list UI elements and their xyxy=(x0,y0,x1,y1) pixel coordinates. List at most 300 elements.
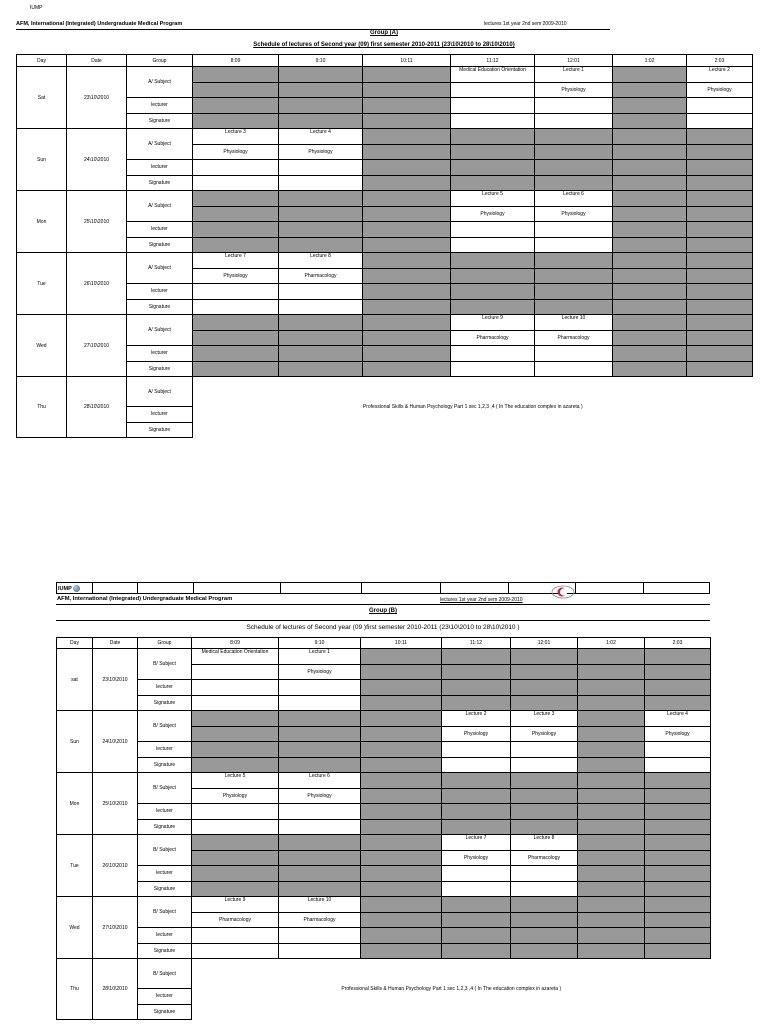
slot-cell: Physiology xyxy=(193,268,279,284)
lectures-note-b: lectures 1st year 2nd sem 2009-2010 xyxy=(440,597,523,603)
column-header: 1:02 xyxy=(613,55,687,67)
row-label: lecturer xyxy=(127,160,193,176)
slot-cell xyxy=(451,253,535,269)
slot-cell xyxy=(193,67,279,83)
schedule-title-b: Schedule of lectures of Second year (09 )first semester 2010-2011 (23\10\2010 to 28\10\2010 ) xyxy=(246,624,520,631)
row-label: Signature xyxy=(138,757,192,773)
slot-cell xyxy=(363,330,451,346)
row-label-subject: A/ Subject xyxy=(127,253,193,284)
table-row xyxy=(57,835,711,851)
empty-cell xyxy=(192,866,279,882)
column-header: 9:10 xyxy=(279,55,363,67)
empty-cell xyxy=(535,299,613,315)
empty-cell xyxy=(613,175,687,191)
empty-cell xyxy=(613,113,687,129)
slot-cell: Physiology xyxy=(442,850,511,866)
slot-cell xyxy=(361,835,442,851)
slot-cell xyxy=(613,67,687,83)
slot-cell: Medical Education Orientation xyxy=(451,67,535,83)
table-row xyxy=(17,129,753,145)
empty-cell xyxy=(192,943,279,959)
schedule-table-a xyxy=(16,54,753,438)
row-label-subject: B/ Subject xyxy=(138,711,192,742)
slot-cell xyxy=(687,191,753,207)
schedule-title-a: Schedule of lectures of Second year (09) first semester 2010-2011 (23\10\2010 to 28\10\2010) xyxy=(253,42,515,48)
slot-cell xyxy=(613,191,687,207)
slot-cell xyxy=(279,67,363,83)
empty-cell xyxy=(511,928,578,944)
empty-cell xyxy=(645,742,711,758)
table-row xyxy=(17,237,753,253)
empty-cell xyxy=(361,757,442,773)
date-cell: 24\10\2010 xyxy=(67,129,127,191)
slot-cell: Physiology xyxy=(451,206,535,222)
empty-cell xyxy=(511,695,578,711)
table-row xyxy=(17,191,753,207)
slot-cell: Physiology xyxy=(442,726,511,742)
slot-cell xyxy=(578,788,645,804)
empty-cell xyxy=(361,804,442,820)
slot-cell xyxy=(192,726,279,742)
column-header: 10:11 xyxy=(361,638,442,649)
table-row xyxy=(17,160,753,176)
slot-cell xyxy=(578,835,645,851)
empty-cell xyxy=(193,175,279,191)
row-label: lecturer xyxy=(127,222,193,238)
empty-cell xyxy=(535,222,613,238)
table-row xyxy=(57,943,711,959)
table-row xyxy=(17,222,753,238)
slot-cell xyxy=(442,788,511,804)
slot-cell xyxy=(645,912,711,928)
empty-cell xyxy=(363,113,451,129)
empty-cell xyxy=(279,160,363,176)
empty-cell xyxy=(363,98,451,114)
row-label: lecturer xyxy=(138,866,192,882)
slot-cell: Lecture 1 xyxy=(535,67,613,83)
empty-cell xyxy=(279,284,363,300)
slot-cell xyxy=(361,788,442,804)
empty-cell xyxy=(578,680,645,696)
slot-cell xyxy=(535,268,613,284)
empty-cell xyxy=(451,98,535,114)
date-cell: 27\10\2010 xyxy=(67,315,127,377)
empty-cell xyxy=(442,881,511,897)
row-label: lecturer xyxy=(127,98,193,114)
slot-cell xyxy=(361,711,442,727)
slot-cell xyxy=(511,897,578,913)
lectures-note-a: lectures 1st year 2nd sem 2009-2010 xyxy=(484,21,567,27)
empty-cell xyxy=(578,742,645,758)
empty-cell xyxy=(687,175,753,191)
table-row xyxy=(57,819,711,835)
date-cell: 26\10\2010 xyxy=(67,253,127,315)
slot-cell xyxy=(613,253,687,269)
empty-cell xyxy=(687,98,753,114)
empty-cell xyxy=(535,98,613,114)
slot-cell: Pharmacology xyxy=(279,268,363,284)
row-label: Signature xyxy=(138,881,192,897)
table-row xyxy=(17,299,753,315)
slot-cell xyxy=(192,664,279,680)
slot-cell: Lecture 6 xyxy=(279,773,361,789)
slot-cell: Lecture 10 xyxy=(279,897,361,913)
empty-cell xyxy=(511,757,578,773)
empty-cell xyxy=(535,284,613,300)
empty-cell xyxy=(279,742,361,758)
slot-cell xyxy=(687,129,753,145)
empty-cell xyxy=(451,284,535,300)
slot-cell xyxy=(535,253,613,269)
slot-cell xyxy=(613,129,687,145)
empty-cell xyxy=(361,866,442,882)
empty-cell xyxy=(511,804,578,820)
day-cell: Wed xyxy=(17,315,67,377)
table-row xyxy=(57,680,711,696)
empty-cell xyxy=(451,175,535,191)
row-label: Signature xyxy=(138,943,192,959)
empty-cell xyxy=(192,819,279,835)
empty-cell xyxy=(578,819,645,835)
crescent-logo-icon xyxy=(550,585,576,599)
row-label: lecturer xyxy=(127,407,193,423)
date-cell: 23\10\2010 xyxy=(93,649,138,711)
empty-cell xyxy=(442,757,511,773)
slot-cell: Lecture 7 xyxy=(193,253,279,269)
day-cell: Tue xyxy=(17,253,67,315)
slot-cell xyxy=(578,773,645,789)
slot-cell: Lecture 7 xyxy=(442,835,511,851)
date-cell: 26\10\2010 xyxy=(93,835,138,897)
slot-cell xyxy=(279,82,363,98)
empty-cell xyxy=(451,113,535,129)
slot-cell xyxy=(363,268,451,284)
empty-cell xyxy=(363,361,451,377)
empty-cell xyxy=(192,881,279,897)
slot-cell xyxy=(279,711,361,727)
slot-cell: Physiology xyxy=(193,144,279,160)
day-cell: Wed xyxy=(57,897,93,959)
slot-cell: Lecture 5 xyxy=(451,191,535,207)
empty-cell xyxy=(363,346,451,362)
slot-cell xyxy=(361,649,442,665)
slot-cell: Pharmacology xyxy=(535,330,613,346)
empty-cell xyxy=(279,222,363,238)
table-row xyxy=(17,346,753,362)
empty-cell xyxy=(361,881,442,897)
empty-cell xyxy=(578,881,645,897)
empty-cell xyxy=(361,680,442,696)
row-label: lecturer xyxy=(138,989,192,1005)
empty-cell xyxy=(279,346,363,362)
empty-cell xyxy=(645,881,711,897)
day-cell: Tue xyxy=(57,835,93,897)
slot-cell: Pharmacology xyxy=(192,912,279,928)
slot-cell xyxy=(193,82,279,98)
slot-cell: Lecture 2 xyxy=(687,67,753,83)
empty-cell xyxy=(361,695,442,711)
empty-cell xyxy=(613,222,687,238)
date-cell: 28\10\2010 xyxy=(67,377,127,438)
empty-cell xyxy=(279,361,363,377)
table-row xyxy=(57,897,711,913)
slot-cell: Lecture 2 xyxy=(442,711,511,727)
empty-cell xyxy=(193,346,279,362)
slot-cell xyxy=(192,850,279,866)
row-label: Signature xyxy=(138,1004,192,1020)
table-row xyxy=(57,711,711,727)
day-cell: Sat xyxy=(17,67,67,129)
empty-cell xyxy=(687,113,753,129)
table-row xyxy=(57,866,711,882)
empty-cell xyxy=(442,928,511,944)
slot-cell: Physiology xyxy=(687,82,753,98)
slot-cell xyxy=(361,850,442,866)
header-row xyxy=(57,638,711,649)
empty-cell xyxy=(192,757,279,773)
empty-cell xyxy=(511,742,578,758)
slot-cell xyxy=(361,897,442,913)
empty-cell xyxy=(361,928,442,944)
thu-note: Professional Skills & Human Psychology Part 1 sec 1,2,3 ,4 ( In The education complex in azareta ) xyxy=(341,986,562,993)
empty-cell xyxy=(361,943,442,959)
empty-cell xyxy=(687,361,753,377)
row-label-subject: B/ Subject xyxy=(138,835,192,866)
slot-cell xyxy=(511,664,578,680)
date-cell: 23\10\2010 xyxy=(67,67,127,129)
slot-cell xyxy=(363,67,451,83)
column-header: 11:12 xyxy=(442,638,511,649)
empty-cell xyxy=(511,866,578,882)
sheet-b-header-grid xyxy=(56,582,710,594)
slot-cell xyxy=(578,649,645,665)
table-row xyxy=(57,742,711,758)
empty-cell xyxy=(442,695,511,711)
empty-cell xyxy=(192,804,279,820)
row-label-subject: A/ Subject xyxy=(127,129,193,160)
empty-cell xyxy=(193,98,279,114)
group-title-a: Group (A) xyxy=(370,30,398,36)
slot-cell: Physiology xyxy=(645,726,711,742)
empty-cell xyxy=(687,160,753,176)
empty-cell xyxy=(279,757,361,773)
empty-cell xyxy=(193,113,279,129)
slot-cell xyxy=(613,268,687,284)
column-header: 2:03 xyxy=(645,638,711,649)
day-cell: Sun xyxy=(17,129,67,191)
table-row xyxy=(17,175,753,191)
row-label: lecturer xyxy=(138,742,192,758)
empty-cell xyxy=(279,175,363,191)
empty-cell xyxy=(613,361,687,377)
column-header: Group xyxy=(138,638,192,649)
slot-cell xyxy=(363,191,451,207)
row-label-subject: B/ Subject xyxy=(138,897,192,928)
table-row xyxy=(17,284,753,300)
slot-cell: Lecture 3 xyxy=(511,711,578,727)
empty-cell xyxy=(279,819,361,835)
empty-cell xyxy=(535,361,613,377)
column-header: 12:01 xyxy=(511,638,578,649)
empty-cell xyxy=(279,866,361,882)
slot-cell: Lecture 8 xyxy=(279,253,363,269)
slot-cell: Physiology xyxy=(279,664,361,680)
day-cell: Sun xyxy=(57,711,93,773)
row-label: lecturer xyxy=(127,346,193,362)
empty-cell xyxy=(451,299,535,315)
slot-cell xyxy=(279,315,363,331)
slot-cell xyxy=(578,912,645,928)
column-header: 9:10 xyxy=(279,638,361,649)
slot-cell xyxy=(511,788,578,804)
slot-cell: Lecture 10 xyxy=(535,315,613,331)
slot-cell: Physiology xyxy=(192,788,279,804)
table-row xyxy=(57,773,711,789)
slot-cell: Lecture 3 xyxy=(193,129,279,145)
row-label-subject: B/ Subject xyxy=(138,649,192,680)
slot-cell xyxy=(578,711,645,727)
empty-cell xyxy=(279,695,361,711)
slot-cell xyxy=(442,773,511,789)
slot-cell xyxy=(192,835,279,851)
empty-cell xyxy=(535,346,613,362)
column-header: 10:11 xyxy=(363,55,451,67)
slot-cell xyxy=(613,144,687,160)
slot-cell xyxy=(279,835,361,851)
slot-cell: Pharmacology xyxy=(279,912,361,928)
column-header: 2:03 xyxy=(687,55,753,67)
table-row xyxy=(57,928,711,944)
slot-cell xyxy=(578,897,645,913)
table-row xyxy=(17,315,753,331)
empty-cell xyxy=(442,943,511,959)
empty-cell xyxy=(645,695,711,711)
empty-cell xyxy=(535,160,613,176)
table-row xyxy=(57,757,711,773)
table-row xyxy=(17,253,753,269)
row-label: Signature xyxy=(127,422,193,438)
empty-cell xyxy=(613,284,687,300)
empty-cell xyxy=(687,346,753,362)
title-rule-b xyxy=(56,620,710,621)
slot-cell: Lecture 5 xyxy=(192,773,279,789)
row-label: Signature xyxy=(127,237,193,253)
slot-cell xyxy=(578,850,645,866)
slot-cell xyxy=(361,912,442,928)
slot-cell: Lecture 6 xyxy=(535,191,613,207)
row-label-subject: A/ Subject xyxy=(127,315,193,346)
empty-cell xyxy=(535,237,613,253)
slot-cell: Physiology xyxy=(279,788,361,804)
slot-cell: Medical Education Orientation xyxy=(192,649,279,665)
empty-cell xyxy=(279,928,361,944)
empty-cell xyxy=(451,237,535,253)
empty-cell xyxy=(578,943,645,959)
table-row xyxy=(17,113,753,129)
empty-cell xyxy=(442,819,511,835)
slot-cell xyxy=(193,206,279,222)
row-label: lecturer xyxy=(138,804,192,820)
slot-cell xyxy=(511,912,578,928)
slot-cell xyxy=(645,850,711,866)
empty-cell xyxy=(193,299,279,315)
empty-cell xyxy=(279,98,363,114)
empty-cell xyxy=(193,222,279,238)
slot-cell: Physiology xyxy=(535,206,613,222)
slot-cell xyxy=(442,912,511,928)
empty-cell xyxy=(451,346,535,362)
row-label: Signature xyxy=(127,113,193,129)
empty-cell xyxy=(279,113,363,129)
empty-cell xyxy=(613,98,687,114)
slot-cell xyxy=(687,315,753,331)
empty-cell xyxy=(511,881,578,897)
empty-cell xyxy=(361,819,442,835)
slot-cell xyxy=(645,897,711,913)
empty-cell xyxy=(279,237,363,253)
row-label-subject: B/ Subject xyxy=(138,959,192,989)
slot-cell xyxy=(535,144,613,160)
slot-cell xyxy=(279,191,363,207)
slot-cell xyxy=(645,664,711,680)
slot-cell: Physiology xyxy=(535,82,613,98)
org-name-a: AFM, International (Integrated) Undergraduate Medical Program xyxy=(16,21,183,27)
slot-cell: Pharmacology xyxy=(451,330,535,346)
empty-cell xyxy=(613,346,687,362)
date-cell: 25\10\2010 xyxy=(67,191,127,253)
slot-cell xyxy=(645,773,711,789)
empty-cell xyxy=(363,175,451,191)
schedule-table-b xyxy=(56,637,711,1020)
empty-cell xyxy=(511,680,578,696)
slot-cell xyxy=(279,726,361,742)
column-header: 8:09 xyxy=(192,638,279,649)
slot-cell xyxy=(193,191,279,207)
row-label: Signature xyxy=(138,695,192,711)
slot-cell xyxy=(687,206,753,222)
empty-cell xyxy=(613,299,687,315)
empty-cell xyxy=(279,943,361,959)
slot-cell xyxy=(613,330,687,346)
slot-cell xyxy=(442,897,511,913)
column-header: 11:12 xyxy=(451,55,535,67)
empty-cell xyxy=(687,222,753,238)
empty-cell xyxy=(687,299,753,315)
slot-cell xyxy=(363,206,451,222)
slot-cell xyxy=(279,206,363,222)
slot-cell: Lecture 4 xyxy=(279,129,363,145)
slot-cell xyxy=(578,664,645,680)
slot-cell xyxy=(613,315,687,331)
empty-cell xyxy=(578,695,645,711)
empty-cell xyxy=(645,804,711,820)
org-name-b: AFM, International (Integrated) Undergraduate Medical Program xyxy=(57,596,233,602)
slot-cell xyxy=(645,649,711,665)
slot-cell xyxy=(645,835,711,851)
empty-cell xyxy=(511,943,578,959)
empty-cell xyxy=(279,881,361,897)
empty-cell xyxy=(451,361,535,377)
slot-cell xyxy=(451,82,535,98)
day-cell: sat xyxy=(57,649,93,711)
group-title-b: Group (B) xyxy=(369,608,397,614)
header-rule-b xyxy=(56,604,710,605)
empty-cell xyxy=(511,819,578,835)
empty-cell xyxy=(361,742,442,758)
slot-cell xyxy=(363,82,451,98)
slot-cell: Pharmacology xyxy=(511,850,578,866)
slot-cell xyxy=(363,253,451,269)
